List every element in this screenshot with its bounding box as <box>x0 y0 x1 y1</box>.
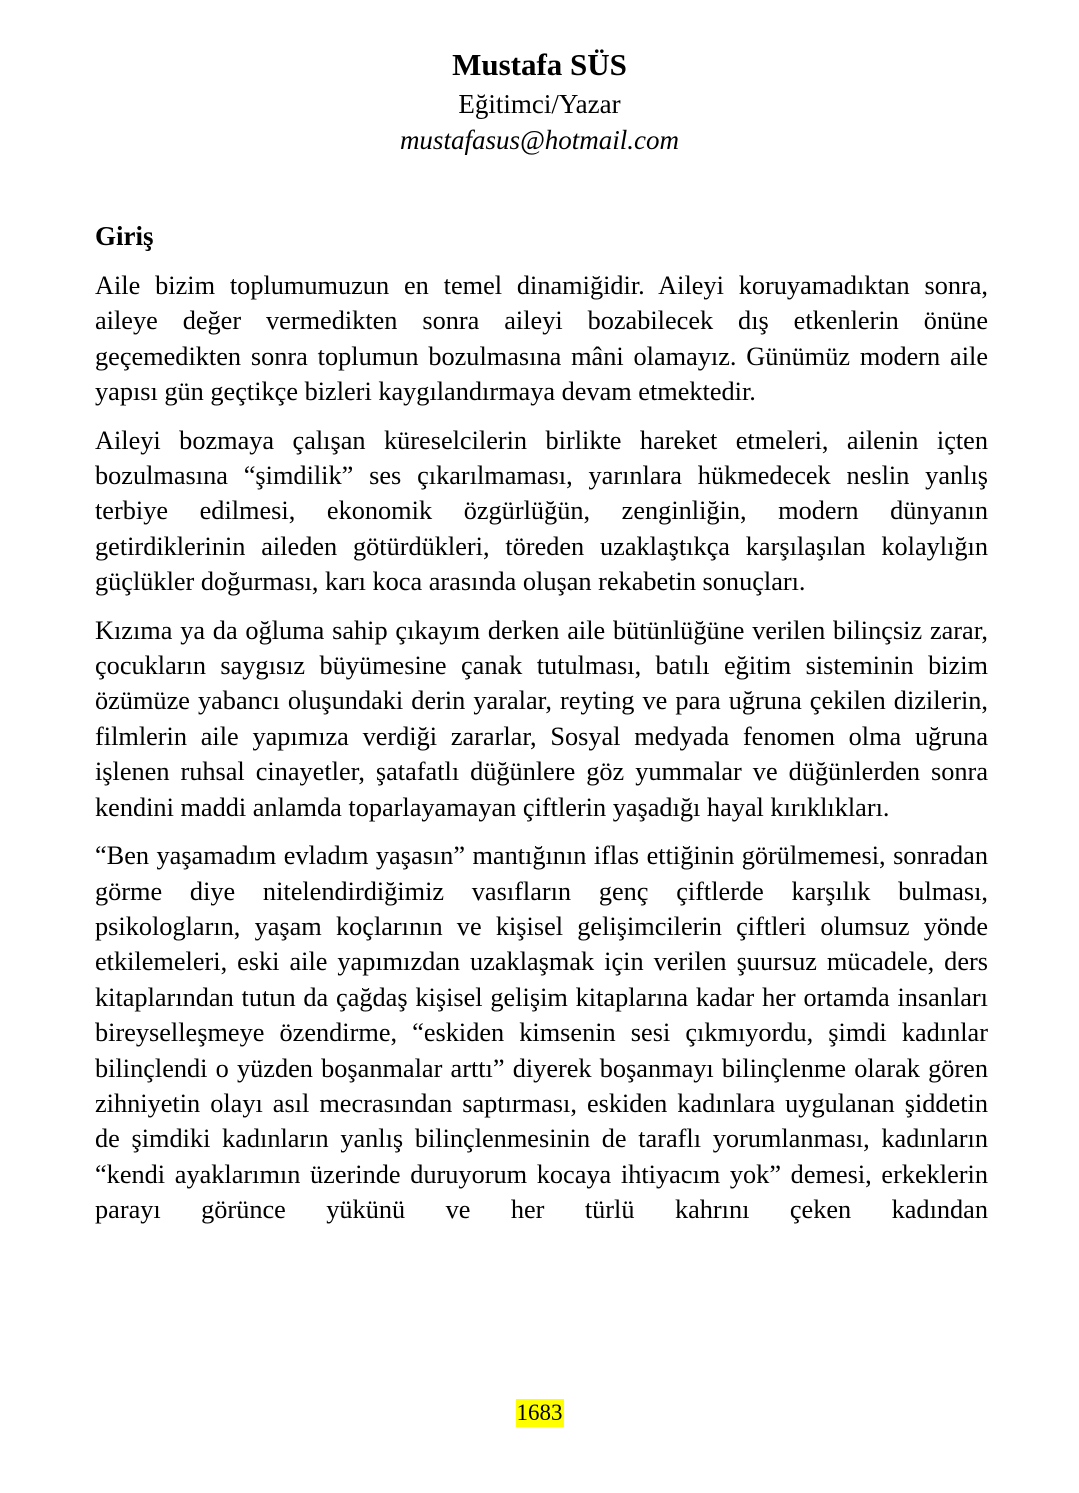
paragraph-4: “Ben yaşamadım evladım yaşasın” mantığının iflas ettiğinin görülmemesi, sonradan görme diye nitelendirdiğimiz vasıfların genç çiftlerde karşılık bulması, psikologların, yaşam koçlarının ve kişisel gelişimcilerin çiftleri olumsuz yönde etkilemeleri, eski aile yapımızdan uzaklaşmak için verilen şuursuz mücadele, ders kitaplarından tutun da çağdaş kişisel gelişim kitaplarına kadar her ortamda insanları bireyselleşmeye özendirme, “eskiden kimsenin sesi çıkmıyordu, şimdi kadınlar bilinçlendi o yüzden boşanmalar arttı” diyerek boşanmayı bilinçlenme olarak gören zihniyetin olayı asıl mecrasından saptırması, eskiden kadınlara uygulanan şiddetin de şimdiki kadınların yanlış bilinçlenmesinin de taraflı yorumlanması, kadınların “kendi ayaklarımın üzerinde duruyorum kocaya ihtiyacım yok” demesi, erkeklerin parayı görünce yükünü ve her türlü kahrını çeken kadından <box>95 841 988 1225</box>
page-footer <box>0 1399 1079 1427</box>
page-number: 1683 <box>516 1400 563 1425</box>
paragraph-3: Kızıma ya da oğluma sahip çıkayım derken aile bütünlüğüne verilen bilinçsiz zarar, çocukların saygısız büyümesine çanak tutulması, batılı eğitim sisteminin bizim özümüze yabancı oluşundaki derin yaralar, reyting ve para uğruna çekilen dizilerin, filmlerin aile yapımıza verdiği zararlar, Sosyal medyada fenomen olma uğruna işlenen ruhsal cinayetler, şatafatlı düğünlere göz yummalar ve düğünlerden sonra kendini maddi anlamda toparlayamayan çiftlerin yaşadığı hayal kırıklıkları. <box>95 615 988 822</box>
author-role: Eğitimci/Yazar <box>458 89 621 119</box>
author-name: Mustafa SÜS <box>452 47 627 82</box>
author-block <box>0 44 1079 158</box>
paragraph-2: Aileyi bozmaya çalışan küreselcilerin birlikte hareket etmeleri, ailenin içten bozulmasına “şimdilik” ses çıkarılmaması, yarınlara hükmedecek neslin yanlış terbiye edilmesi, ekonomik özgürlüğün, zenginliğin, modern dünyanın getirdiklerinin aileden götürdükleri, töreden uzaklaştıkça karşılaşılan kolaylığın güçlükler doğurması, karı koca arasında oluşan rekabetin sonuçları. <box>95 425 988 597</box>
section-heading: Giriş <box>95 221 154 251</box>
body-text <box>95 218 988 1228</box>
author-email: mustafasus@hotmail.com <box>399 125 680 155</box>
paragraph-1: Aile bizim toplumumuzun en temel dinamiğidir. Aileyi koruyamadıktan sonra, aileye değer vermedikten sonra aileyi bozabilecek dış etkenlerin önüne geçemedikten sonra toplumun bozulmasına mâni olamayız. Günümüz modern aile yapısı gün geçtikçe bizleri kaygılandırmaya devam etmektedir. <box>95 271 988 407</box>
